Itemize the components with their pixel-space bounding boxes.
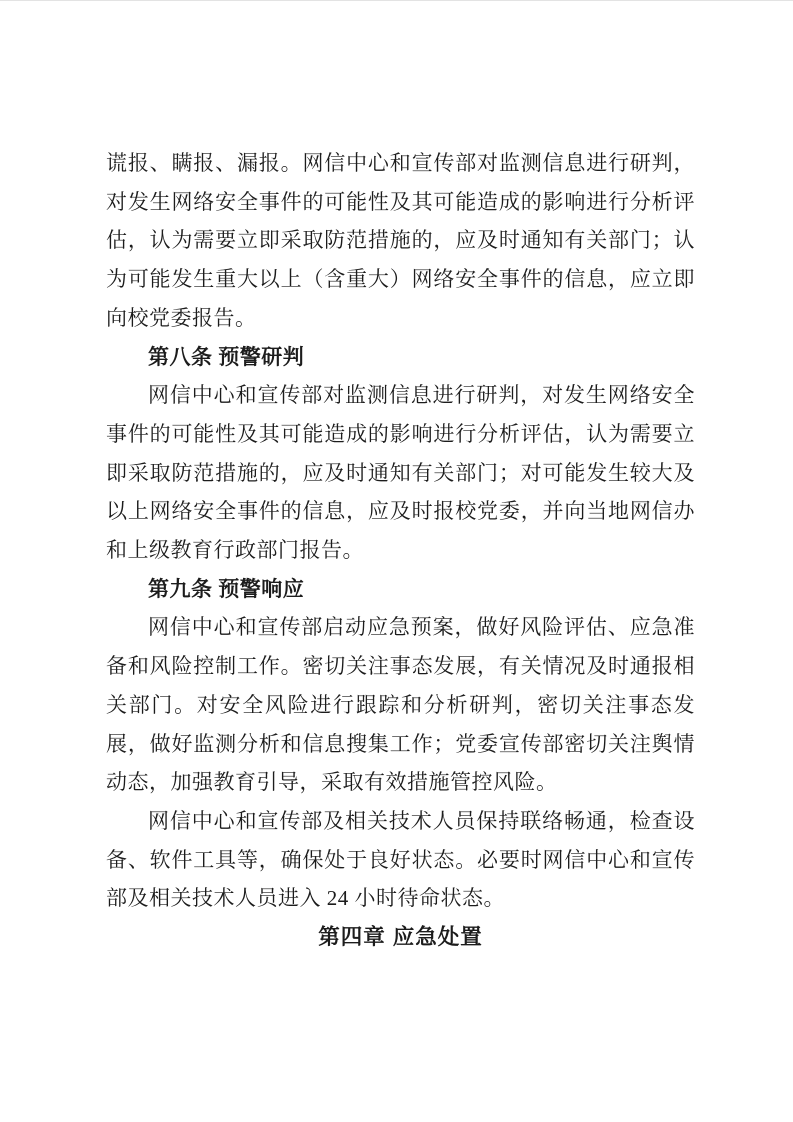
article-8-body: 网信中心和宣传部对监测信息进行研判，对发生网络安全事件的可能性及其可能造成的影响进行分析评估，认为需要立即采取防范措施的，应及时通知有关部门；对可能发生较大及以上网络安全事件的信息，应及时报校党委，并向当地网信办和上级教育行政部门报告。 <box>106 383 695 563</box>
page-top-edge <box>0 0 793 1</box>
chapter-4-heading: 第四章 应急处置 <box>318 925 483 950</box>
article-8-heading: 第八条 预警研判 <box>148 344 305 369</box>
paragraph-continuation: 谎报、瞒报、漏报。网信中心和宣传部对监测信息进行研判，对发生网络安全事件的可能性及其可能造成的影响进行分析评估，认为需要立即采取防范措施的，应及时通知有关部门；认为可能发生重大以上（含重大）网络安全事件的信息，应立即向校党委报告。 <box>106 151 695 330</box>
article-9-body-2: 网信中心和宣传部及相关技术人员保持联络畅通，检查设备、软件工具等，确保处于良好状态。必要时网信中心和宣传部及相关技术人员进入 24 小时待命状态。 <box>106 808 695 911</box>
document-text-block <box>106 144 695 957</box>
article-9-body-1: 网信中心和宣传部启动应急预案，做好风险评估、应急准备和风险控制工作。密切关注事态发展，有关情况及时通报相关部门。对安全风险进行跟踪和分析研判，密切关注事态发展，做好监测分析和信息搜集工作；党委宣传部密切关注舆情动态，加强教育引导，采取有效措施管控风险。 <box>106 615 695 795</box>
article-9-heading: 第九条 预警响应 <box>148 576 305 601</box>
